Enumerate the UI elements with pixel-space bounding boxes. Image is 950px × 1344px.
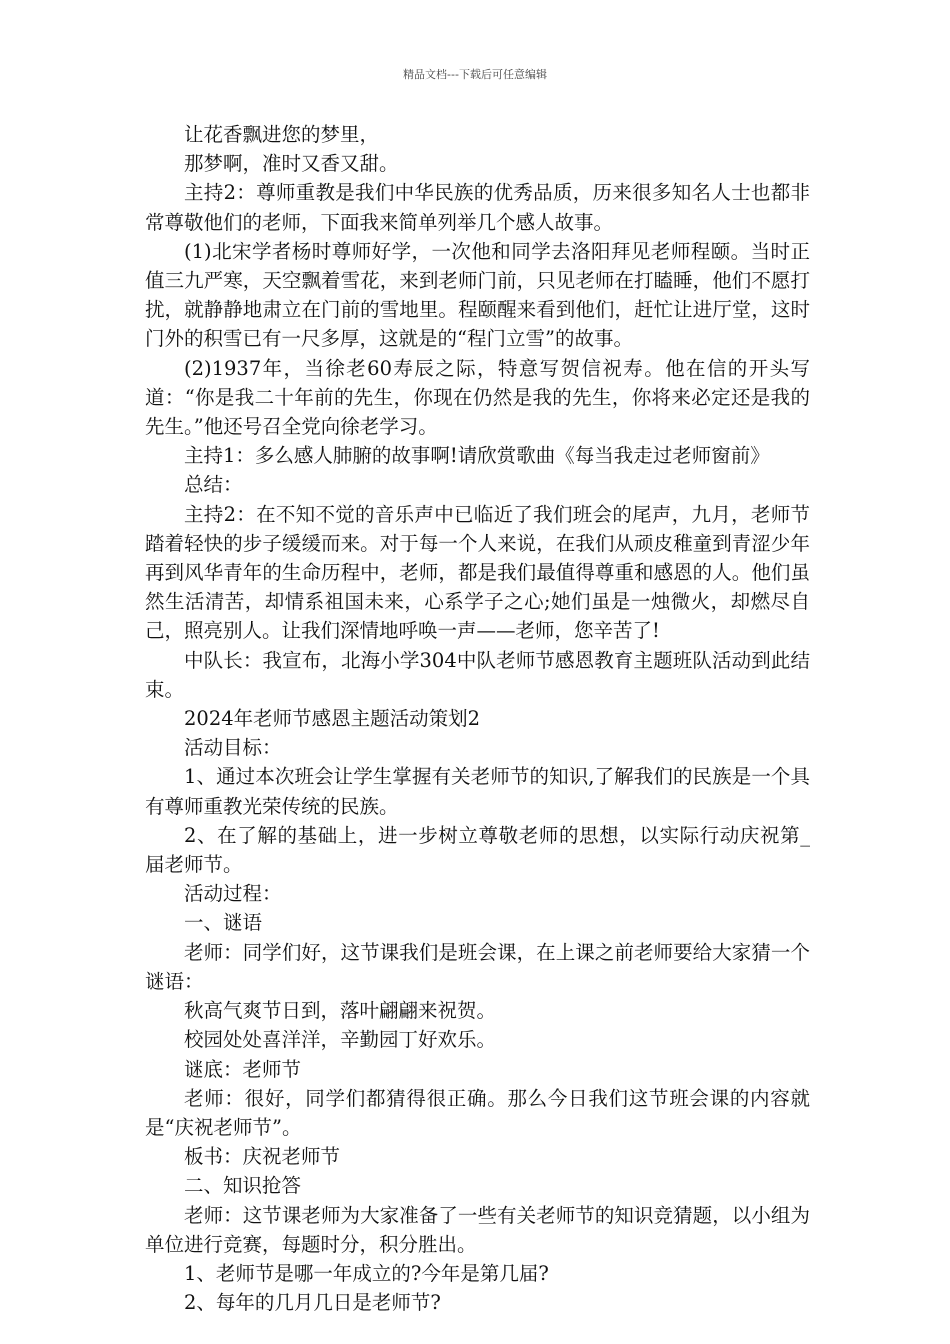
document-body (145, 120, 810, 1317)
paragraph: 一、谜语 (184, 911, 263, 935)
paragraph: 老师：这节课老师为大家准备了一些有关老师节的知识竞猜题，以小组为单位进行竞赛，每题时分，积分胜出。 (145, 1203, 810, 1256)
paragraph: 秋高气爽节日到，落叶翩翩来祝贺。 (184, 999, 497, 1023)
paragraph: 校园处处喜洋洋，辛勤园丁好欢乐。 (184, 1028, 497, 1052)
section-title: 2024年老师节感恩主题活动策划2 (184, 707, 481, 731)
paragraph: 1、老师节是哪一年成立的?今年是第几届? (184, 1261, 549, 1285)
paragraph: (1)北宋学者杨时尊师好学，一次他和同学去洛阳拜见老师程颐。当时正值三九严寒，天空飘着雪花，来到老师门前，只见老师在打瞌睡，他们不愿打扰，就静静地肃立在门前的雪地里。程颐醒来看到他们，赶忙让进厅堂，这时门外的积雪已有一尺多厚，这就是的“程门立雪”的故事。 (145, 239, 810, 351)
paragraph: 老师：同学们好，这节课我们是班会课，在上课之前老师要给大家猜一个谜语： (145, 940, 810, 993)
page-header: 精品文档---下载后可任意编辑 (403, 68, 547, 81)
paragraph: 活动目标： (184, 736, 282, 760)
paragraph: 中队长：我宣布，北海小学304中队老师节感恩教育主题班队活动到此结束。 (145, 648, 810, 701)
paragraph: 谜底：老师节 (184, 1057, 302, 1081)
paragraph: 2、每年的几月几日是老师节? (184, 1291, 441, 1315)
paragraph: 1、通过本次班会让学生掌握有关老师节的知识,了解我们的民族是一个具有尊师重教光荣传统的民族。 (145, 765, 810, 818)
paragraph: 2、在了解的基础上，进一步树立尊敬老师的思想，以实际行动庆祝第_届老师节。 (145, 823, 810, 877)
paragraph: 二、知识抢答 (184, 1174, 302, 1198)
paragraph: 主持1：多么感人肺腑的故事啊!请欣赏歌曲《每当我走过老师窗前》 (184, 444, 770, 468)
paragraph: 活动过程： (184, 882, 282, 906)
paragraph: 主持2：在不知不觉的音乐声中已临近了我们班会的尾声，九月，老师节踏着轻快的步子缓缓而来。对于每一个人来说，在我们从顽皮稚童到青涩少年再到风华青年的生命历程中，老师，都是我们最值得尊重和感恩的人。他们虽然生活清苦，却情系祖国未来，心系学子之心;她们虽是一烛微火，却燃尽自己，照亮别人。让我们深情地呼唤一声——老师，您辛苦了! (145, 502, 810, 643)
paragraph: (2)1937年，当徐老60寿辰之际，特意写贺信祝寿。他在信的开头写道：“你是我二十年前的先生，你现在仍然是我的先生，你将来必定还是我的先生。”他还号召全党向徐老学习。 (145, 356, 810, 439)
paragraph: 主持2：尊师重教是我们中华民族的优秀品质，历来很多知名人士也都非常尊敬他们的老师，下面我来简单列举几个感人故事。 (145, 181, 810, 234)
paragraph: 老师：很好，同学们都猜得很正确。那么今日我们这节班会课的内容就是“庆祝老师节”。 (145, 1086, 810, 1139)
paragraph: 让花香飘进您的梦里， (184, 123, 380, 146)
paragraph: 总结： (184, 473, 243, 497)
paragraph: 那梦啊，准时又香又甜。 (184, 152, 399, 176)
paragraph: 板书：庆祝老师节 (184, 1145, 341, 1169)
